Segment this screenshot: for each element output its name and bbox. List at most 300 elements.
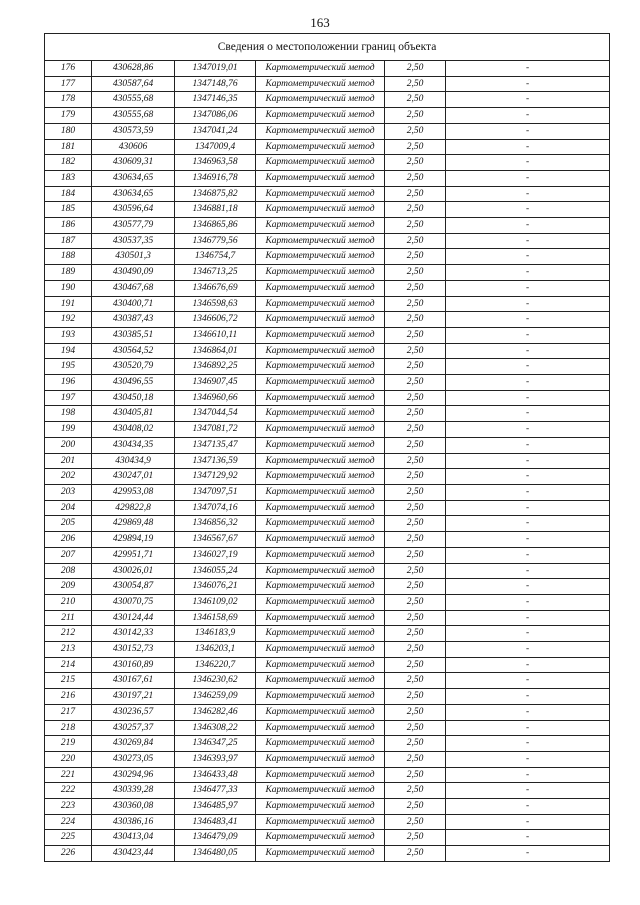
table-row xyxy=(45,830,610,846)
point-number-cell: 208 xyxy=(45,563,92,579)
description-cell: - xyxy=(446,532,610,548)
y-coordinate-cell: 1347081,72 xyxy=(175,422,256,438)
method-cell: Картометрический метод xyxy=(256,327,385,343)
x-coordinate-cell: 430628,86 xyxy=(92,61,175,77)
x-coordinate-cell: 430405,81 xyxy=(92,406,175,422)
accuracy-cell: 2,50 xyxy=(385,390,446,406)
method-cell: Картометрический метод xyxy=(256,720,385,736)
table-row xyxy=(45,783,610,799)
accuracy-cell: 2,50 xyxy=(385,767,446,783)
description-cell: - xyxy=(446,155,610,171)
y-coordinate-cell: 1347041,24 xyxy=(175,123,256,139)
method-cell: Картометрический метод xyxy=(256,500,385,516)
description-cell: - xyxy=(446,186,610,202)
method-cell: Картометрический метод xyxy=(256,265,385,281)
method-cell: Картометрический метод xyxy=(256,61,385,77)
x-coordinate-cell: 430360,08 xyxy=(92,799,175,815)
accuracy-cell: 2,50 xyxy=(385,846,446,862)
accuracy-cell: 2,50 xyxy=(385,108,446,124)
y-coordinate-cell: 1346259,09 xyxy=(175,689,256,705)
description-cell: - xyxy=(446,343,610,359)
point-number-cell: 206 xyxy=(45,532,92,548)
point-number-cell: 218 xyxy=(45,720,92,736)
accuracy-cell: 2,50 xyxy=(385,484,446,500)
y-coordinate-cell: 1346907,45 xyxy=(175,375,256,391)
x-coordinate-cell: 430167,61 xyxy=(92,673,175,689)
description-cell: - xyxy=(446,453,610,469)
point-number-cell: 195 xyxy=(45,359,92,375)
method-cell: Картометрический метод xyxy=(256,92,385,108)
table-row xyxy=(45,170,610,186)
point-number-cell: 219 xyxy=(45,736,92,752)
accuracy-cell: 2,50 xyxy=(385,642,446,658)
y-coordinate-cell: 1346881,18 xyxy=(175,202,256,218)
method-cell: Картометрический метод xyxy=(256,390,385,406)
point-number-cell: 210 xyxy=(45,594,92,610)
method-cell: Картометрический метод xyxy=(256,296,385,312)
point-number-cell: 189 xyxy=(45,265,92,281)
point-number-cell: 197 xyxy=(45,390,92,406)
table-row xyxy=(45,610,610,626)
y-coordinate-cell: 1346485,97 xyxy=(175,799,256,815)
method-cell: Картометрический метод xyxy=(256,343,385,359)
table-title: Сведения о местоположении границ объекта xyxy=(45,34,610,61)
method-cell: Картометрический метод xyxy=(256,814,385,830)
method-cell: Картометрический метод xyxy=(256,563,385,579)
description-cell: - xyxy=(446,751,610,767)
table-row xyxy=(45,563,610,579)
y-coordinate-cell: 1347086,06 xyxy=(175,108,256,124)
y-coordinate-cell: 1347135,47 xyxy=(175,437,256,453)
y-coordinate-cell: 1346203,1 xyxy=(175,642,256,658)
x-coordinate-cell: 430247,01 xyxy=(92,469,175,485)
y-coordinate-cell: 1346109,02 xyxy=(175,594,256,610)
table-header-row xyxy=(45,34,610,61)
point-number-cell: 187 xyxy=(45,233,92,249)
description-cell: - xyxy=(446,61,610,77)
y-coordinate-cell: 1346916,78 xyxy=(175,170,256,186)
table-row xyxy=(45,375,610,391)
description-cell: - xyxy=(446,92,610,108)
x-coordinate-cell: 429953,08 xyxy=(92,484,175,500)
y-coordinate-cell: 1346892,25 xyxy=(175,359,256,375)
table-row xyxy=(45,673,610,689)
description-cell: - xyxy=(446,359,610,375)
method-cell: Картометрический метод xyxy=(256,202,385,218)
accuracy-cell: 2,50 xyxy=(385,437,446,453)
point-number-cell: 217 xyxy=(45,704,92,720)
point-number-cell: 215 xyxy=(45,673,92,689)
accuracy-cell: 2,50 xyxy=(385,720,446,736)
description-cell: - xyxy=(446,170,610,186)
accuracy-cell: 2,50 xyxy=(385,469,446,485)
method-cell: Картометрический метод xyxy=(256,799,385,815)
method-cell: Картометрический метод xyxy=(256,516,385,532)
y-coordinate-cell: 1346610,11 xyxy=(175,327,256,343)
y-coordinate-cell: 1346963,58 xyxy=(175,155,256,171)
table-row xyxy=(45,233,610,249)
table-row xyxy=(45,155,610,171)
accuracy-cell: 2,50 xyxy=(385,626,446,642)
y-coordinate-cell: 1346865,86 xyxy=(175,218,256,234)
description-cell: - xyxy=(446,218,610,234)
x-coordinate-cell: 430596,64 xyxy=(92,202,175,218)
description-cell: - xyxy=(446,689,610,705)
y-coordinate-cell: 1346308,22 xyxy=(175,720,256,736)
description-cell: - xyxy=(446,704,610,720)
description-cell: - xyxy=(446,139,610,155)
point-number-cell: 220 xyxy=(45,751,92,767)
description-cell: - xyxy=(446,233,610,249)
method-cell: Картометрический метод xyxy=(256,846,385,862)
table-body xyxy=(45,61,610,862)
y-coordinate-cell: 1346477,33 xyxy=(175,783,256,799)
table-row xyxy=(45,422,610,438)
y-coordinate-cell: 1346779,56 xyxy=(175,233,256,249)
point-number-cell: 199 xyxy=(45,422,92,438)
description-cell: - xyxy=(446,406,610,422)
table-row xyxy=(45,453,610,469)
method-cell: Картометрический метод xyxy=(256,751,385,767)
x-coordinate-cell: 430467,68 xyxy=(92,280,175,296)
x-coordinate-cell: 430124,44 xyxy=(92,610,175,626)
method-cell: Картометрический метод xyxy=(256,626,385,642)
description-cell: - xyxy=(446,736,610,752)
table-row xyxy=(45,296,610,312)
table-row xyxy=(45,390,610,406)
y-coordinate-cell: 1347146,35 xyxy=(175,92,256,108)
accuracy-cell: 2,50 xyxy=(385,799,446,815)
method-cell: Картометрический метод xyxy=(256,186,385,202)
method-cell: Картометрический метод xyxy=(256,767,385,783)
accuracy-cell: 2,50 xyxy=(385,202,446,218)
description-cell: - xyxy=(446,830,610,846)
method-cell: Картометрический метод xyxy=(256,610,385,626)
x-coordinate-cell: 430609,31 xyxy=(92,155,175,171)
method-cell: Картометрический метод xyxy=(256,594,385,610)
table-row xyxy=(45,516,610,532)
accuracy-cell: 2,50 xyxy=(385,92,446,108)
y-coordinate-cell: 1346220,7 xyxy=(175,657,256,673)
x-coordinate-cell: 430152,73 xyxy=(92,642,175,658)
method-cell: Картометрический метод xyxy=(256,673,385,689)
description-cell: - xyxy=(446,312,610,328)
y-coordinate-cell: 1347136,59 xyxy=(175,453,256,469)
point-number-cell: 205 xyxy=(45,516,92,532)
y-coordinate-cell: 1346282,46 xyxy=(175,704,256,720)
x-coordinate-cell: 430408,02 xyxy=(92,422,175,438)
table-row xyxy=(45,594,610,610)
x-coordinate-cell: 430257,37 xyxy=(92,720,175,736)
point-number-cell: 177 xyxy=(45,76,92,92)
x-coordinate-cell: 430434,9 xyxy=(92,453,175,469)
accuracy-cell: 2,50 xyxy=(385,422,446,438)
accuracy-cell: 2,50 xyxy=(385,610,446,626)
table-row xyxy=(45,736,610,752)
x-coordinate-cell: 429951,71 xyxy=(92,547,175,563)
description-cell: - xyxy=(446,720,610,736)
point-number-cell: 212 xyxy=(45,626,92,642)
method-cell: Картометрический метод xyxy=(256,359,385,375)
method-cell: Картометрический метод xyxy=(256,233,385,249)
description-cell: - xyxy=(446,579,610,595)
point-number-cell: 216 xyxy=(45,689,92,705)
accuracy-cell: 2,50 xyxy=(385,689,446,705)
table-row xyxy=(45,265,610,281)
point-number-cell: 190 xyxy=(45,280,92,296)
method-cell: Картометрический метод xyxy=(256,76,385,92)
point-number-cell: 182 xyxy=(45,155,92,171)
table-row xyxy=(45,61,610,77)
point-number-cell: 179 xyxy=(45,108,92,124)
point-number-cell: 201 xyxy=(45,453,92,469)
method-cell: Картометрический метод xyxy=(256,406,385,422)
x-coordinate-cell: 430434,35 xyxy=(92,437,175,453)
accuracy-cell: 2,50 xyxy=(385,751,446,767)
table-row xyxy=(45,123,610,139)
description-cell: - xyxy=(446,626,610,642)
x-coordinate-cell: 430273,05 xyxy=(92,751,175,767)
y-coordinate-cell: 1346479,09 xyxy=(175,830,256,846)
accuracy-cell: 2,50 xyxy=(385,500,446,516)
point-number-cell: 198 xyxy=(45,406,92,422)
x-coordinate-cell: 430606 xyxy=(92,139,175,155)
accuracy-cell: 2,50 xyxy=(385,139,446,155)
y-coordinate-cell: 1346027,19 xyxy=(175,547,256,563)
description-cell: - xyxy=(446,563,610,579)
description-cell: - xyxy=(446,547,610,563)
point-number-cell: 186 xyxy=(45,218,92,234)
method-cell: Картометрический метод xyxy=(256,170,385,186)
table-row xyxy=(45,359,610,375)
y-coordinate-cell: 1346483,41 xyxy=(175,814,256,830)
accuracy-cell: 2,50 xyxy=(385,547,446,563)
accuracy-cell: 2,50 xyxy=(385,830,446,846)
point-number-cell: 224 xyxy=(45,814,92,830)
accuracy-cell: 2,50 xyxy=(385,579,446,595)
y-coordinate-cell: 1346606,72 xyxy=(175,312,256,328)
point-number-cell: 176 xyxy=(45,61,92,77)
y-coordinate-cell: 1346754,7 xyxy=(175,249,256,265)
x-coordinate-cell: 430496,55 xyxy=(92,375,175,391)
x-coordinate-cell: 430573,59 xyxy=(92,123,175,139)
method-cell: Картометрический метод xyxy=(256,437,385,453)
x-coordinate-cell: 430634,65 xyxy=(92,186,175,202)
table-row xyxy=(45,642,610,658)
method-cell: Картометрический метод xyxy=(256,280,385,296)
y-coordinate-cell: 1346433,48 xyxy=(175,767,256,783)
method-cell: Картометрический метод xyxy=(256,657,385,673)
y-coordinate-cell: 1346676,69 xyxy=(175,280,256,296)
y-coordinate-cell: 1346055,24 xyxy=(175,563,256,579)
y-coordinate-cell: 1346230,62 xyxy=(175,673,256,689)
description-cell: - xyxy=(446,594,610,610)
accuracy-cell: 2,50 xyxy=(385,312,446,328)
x-coordinate-cell: 430490,09 xyxy=(92,265,175,281)
point-number-cell: 203 xyxy=(45,484,92,500)
description-cell: - xyxy=(446,516,610,532)
boundary-coordinates-table xyxy=(44,33,610,862)
table-row xyxy=(45,689,610,705)
table-row xyxy=(45,280,610,296)
y-coordinate-cell: 1347019,01 xyxy=(175,61,256,77)
accuracy-cell: 2,50 xyxy=(385,76,446,92)
point-number-cell: 191 xyxy=(45,296,92,312)
table-row xyxy=(45,343,610,359)
method-cell: Картометрический метод xyxy=(256,579,385,595)
accuracy-cell: 2,50 xyxy=(385,406,446,422)
description-cell: - xyxy=(446,484,610,500)
point-number-cell: 223 xyxy=(45,799,92,815)
accuracy-cell: 2,50 xyxy=(385,327,446,343)
description-cell: - xyxy=(446,422,610,438)
boundary-table-container xyxy=(44,33,609,862)
point-number-cell: 214 xyxy=(45,657,92,673)
x-coordinate-cell: 430054,87 xyxy=(92,579,175,595)
point-number-cell: 196 xyxy=(45,375,92,391)
y-coordinate-cell: 1346856,32 xyxy=(175,516,256,532)
point-number-cell: 178 xyxy=(45,92,92,108)
x-coordinate-cell: 430423,44 xyxy=(92,846,175,862)
x-coordinate-cell: 430537,35 xyxy=(92,233,175,249)
method-cell: Картометрический метод xyxy=(256,218,385,234)
y-coordinate-cell: 1346183,9 xyxy=(175,626,256,642)
x-coordinate-cell: 430564,52 xyxy=(92,343,175,359)
table-row xyxy=(45,406,610,422)
x-coordinate-cell: 430385,51 xyxy=(92,327,175,343)
x-coordinate-cell: 430386,16 xyxy=(92,814,175,830)
accuracy-cell: 2,50 xyxy=(385,265,446,281)
x-coordinate-cell: 430520,79 xyxy=(92,359,175,375)
y-coordinate-cell: 1346713,25 xyxy=(175,265,256,281)
x-coordinate-cell: 430634,65 xyxy=(92,170,175,186)
description-cell: - xyxy=(446,249,610,265)
table-row xyxy=(45,327,610,343)
description-cell: - xyxy=(446,437,610,453)
method-cell: Картометрический метод xyxy=(256,123,385,139)
point-number-cell: 225 xyxy=(45,830,92,846)
accuracy-cell: 2,50 xyxy=(385,563,446,579)
table-row xyxy=(45,751,610,767)
method-cell: Картометрический метод xyxy=(256,155,385,171)
y-coordinate-cell: 1347148,76 xyxy=(175,76,256,92)
point-number-cell: 202 xyxy=(45,469,92,485)
accuracy-cell: 2,50 xyxy=(385,673,446,689)
accuracy-cell: 2,50 xyxy=(385,783,446,799)
accuracy-cell: 2,50 xyxy=(385,736,446,752)
method-cell: Картометрический метод xyxy=(256,453,385,469)
method-cell: Картометрический метод xyxy=(256,547,385,563)
y-coordinate-cell: 1347129,92 xyxy=(175,469,256,485)
table-row xyxy=(45,92,610,108)
description-cell: - xyxy=(446,500,610,516)
table-row xyxy=(45,626,610,642)
accuracy-cell: 2,50 xyxy=(385,155,446,171)
accuracy-cell: 2,50 xyxy=(385,657,446,673)
table-row xyxy=(45,547,610,563)
point-number-cell: 180 xyxy=(45,123,92,139)
x-coordinate-cell: 430577,79 xyxy=(92,218,175,234)
x-coordinate-cell: 430555,68 xyxy=(92,92,175,108)
table-row xyxy=(45,218,610,234)
accuracy-cell: 2,50 xyxy=(385,516,446,532)
accuracy-cell: 2,50 xyxy=(385,280,446,296)
x-coordinate-cell: 430555,68 xyxy=(92,108,175,124)
accuracy-cell: 2,50 xyxy=(385,375,446,391)
table-row xyxy=(45,799,610,815)
table-row xyxy=(45,202,610,218)
y-coordinate-cell: 1347074,16 xyxy=(175,500,256,516)
method-cell: Картометрический метод xyxy=(256,375,385,391)
description-cell: - xyxy=(446,469,610,485)
description-cell: - xyxy=(446,327,610,343)
description-cell: - xyxy=(446,375,610,391)
accuracy-cell: 2,50 xyxy=(385,343,446,359)
table-row xyxy=(45,76,610,92)
point-number-cell: 193 xyxy=(45,327,92,343)
table-row xyxy=(45,657,610,673)
point-number-cell: 221 xyxy=(45,767,92,783)
accuracy-cell: 2,50 xyxy=(385,814,446,830)
x-coordinate-cell: 430501,3 xyxy=(92,249,175,265)
x-coordinate-cell: 430197,21 xyxy=(92,689,175,705)
y-coordinate-cell: 1347044,54 xyxy=(175,406,256,422)
description-cell: - xyxy=(446,76,610,92)
x-coordinate-cell: 430294,96 xyxy=(92,767,175,783)
table-row xyxy=(45,108,610,124)
point-number-cell: 185 xyxy=(45,202,92,218)
y-coordinate-cell: 1346864,01 xyxy=(175,343,256,359)
x-coordinate-cell: 430587,64 xyxy=(92,76,175,92)
x-coordinate-cell: 430160,89 xyxy=(92,657,175,673)
description-cell: - xyxy=(446,783,610,799)
table-row xyxy=(45,767,610,783)
page-number: 163 xyxy=(310,15,330,30)
x-coordinate-cell: 430236,57 xyxy=(92,704,175,720)
table-row xyxy=(45,579,610,595)
point-number-cell: 204 xyxy=(45,500,92,516)
x-coordinate-cell: 430387,43 xyxy=(92,312,175,328)
table-row xyxy=(45,814,610,830)
method-cell: Картометрический метод xyxy=(256,469,385,485)
accuracy-cell: 2,50 xyxy=(385,61,446,77)
method-cell: Картометрический метод xyxy=(256,249,385,265)
y-coordinate-cell: 1346393,97 xyxy=(175,751,256,767)
table-row xyxy=(45,500,610,516)
y-coordinate-cell: 1347097,51 xyxy=(175,484,256,500)
description-cell: - xyxy=(446,296,610,312)
point-number-cell: 209 xyxy=(45,579,92,595)
point-number-cell: 211 xyxy=(45,610,92,626)
table-row xyxy=(45,846,610,862)
y-coordinate-cell: 1346158,69 xyxy=(175,610,256,626)
point-number-cell: 213 xyxy=(45,642,92,658)
method-cell: Картометрический метод xyxy=(256,704,385,720)
accuracy-cell: 2,50 xyxy=(385,532,446,548)
description-cell: - xyxy=(446,767,610,783)
point-number-cell: 184 xyxy=(45,186,92,202)
method-cell: Картометрический метод xyxy=(256,689,385,705)
x-coordinate-cell: 429822,8 xyxy=(92,500,175,516)
table-row xyxy=(45,720,610,736)
x-coordinate-cell: 429894,19 xyxy=(92,532,175,548)
x-coordinate-cell: 430070,75 xyxy=(92,594,175,610)
point-number-cell: 222 xyxy=(45,783,92,799)
description-cell: - xyxy=(446,610,610,626)
accuracy-cell: 2,50 xyxy=(385,123,446,139)
y-coordinate-cell: 1347009,4 xyxy=(175,139,256,155)
x-coordinate-cell: 430413,04 xyxy=(92,830,175,846)
